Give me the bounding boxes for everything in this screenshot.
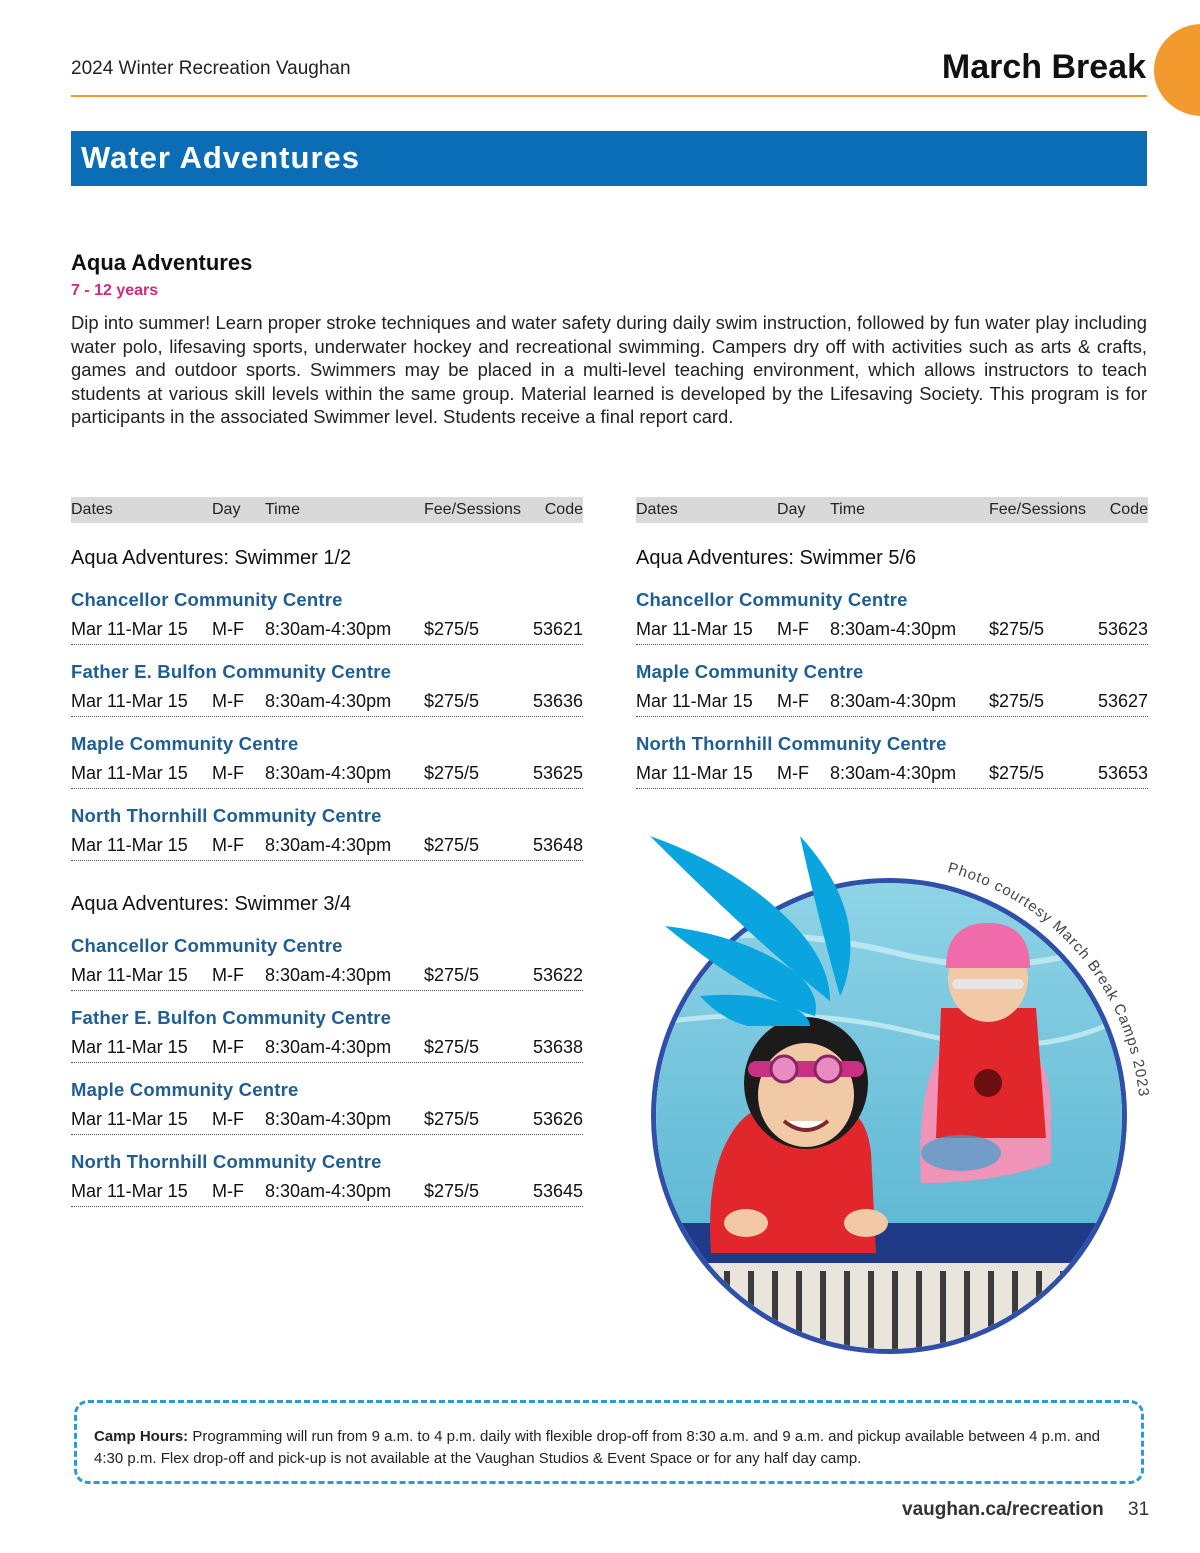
row-code: 53645 bbox=[532, 1181, 583, 1201]
schedule-section-title: Aqua Adventures: Swimmer 5/6 bbox=[636, 547, 917, 569]
header-fee: Fee/Sessions bbox=[989, 501, 1086, 518]
publication-title: 2024 Winter Recreation Vaughan bbox=[71, 58, 351, 79]
location-name: Chancellor Community Centre bbox=[71, 935, 343, 956]
location-name: Chancellor Community Centre bbox=[636, 589, 908, 610]
row-code: 53648 bbox=[532, 835, 583, 855]
location-name: Maple Community Centre bbox=[71, 1079, 299, 1100]
orange-tab-decoration bbox=[1154, 24, 1200, 116]
schedule-column-left bbox=[71, 497, 583, 1207]
row-day: M-F bbox=[777, 619, 809, 639]
row-fee: $275/5 bbox=[424, 619, 480, 639]
table-row bbox=[636, 618, 1148, 645]
page-number: 31 bbox=[1128, 1499, 1150, 1520]
location-name: Father E. Bulfon Community Centre bbox=[71, 1007, 392, 1028]
row-fee: $275/5 bbox=[424, 1037, 480, 1057]
row-dates: Mar 11-Mar 15 bbox=[71, 1037, 188, 1057]
row-code: 53626 bbox=[532, 1109, 583, 1129]
schedule-section-title: Aqua Adventures: Swimmer 3/4 bbox=[71, 893, 352, 915]
location-name: North Thornhill Community Centre bbox=[636, 733, 947, 754]
row-code: 53622 bbox=[532, 965, 583, 985]
row-day: M-F bbox=[212, 1109, 244, 1129]
row-code: 53638 bbox=[532, 1037, 583, 1057]
row-dates: Mar 11-Mar 15 bbox=[71, 965, 188, 985]
row-time: 8:30am-4:30pm bbox=[830, 691, 957, 711]
row-day: M-F bbox=[212, 965, 244, 985]
header-divider bbox=[71, 95, 1147, 97]
row-fee: $275/5 bbox=[424, 691, 480, 711]
location-name: North Thornhill Community Centre bbox=[71, 1151, 382, 1172]
program-title: Aqua Adventures bbox=[71, 250, 253, 275]
row-time: 8:30am-4:30pm bbox=[265, 1181, 392, 1201]
row-day: M-F bbox=[777, 763, 809, 783]
row-day: M-F bbox=[212, 835, 244, 855]
schedule-body-right bbox=[636, 547, 1148, 789]
location-name: Chancellor Community Centre bbox=[71, 589, 343, 610]
row-fee: $275/5 bbox=[424, 835, 480, 855]
row-fee: $275/5 bbox=[989, 763, 1045, 783]
row-dates: Mar 11-Mar 15 bbox=[71, 835, 188, 855]
row-dates: Mar 11-Mar 15 bbox=[71, 619, 188, 639]
section-title: March Break bbox=[941, 48, 1146, 86]
row-fee: $275/5 bbox=[989, 691, 1045, 711]
row-day: M-F bbox=[212, 619, 244, 639]
row-dates: Mar 11-Mar 15 bbox=[636, 619, 753, 639]
header-time: Time bbox=[830, 501, 865, 518]
row-time: 8:30am-4:30pm bbox=[265, 1109, 392, 1129]
location-name: Father E. Bulfon Community Centre bbox=[71, 661, 392, 682]
table-row bbox=[71, 1180, 583, 1207]
row-fee: $275/5 bbox=[424, 1109, 480, 1129]
table-row bbox=[71, 690, 583, 717]
row-dates: Mar 11-Mar 15 bbox=[71, 763, 188, 783]
row-code: 53636 bbox=[532, 691, 583, 711]
table-row bbox=[71, 618, 583, 645]
camp-hours-text bbox=[94, 1426, 1129, 1469]
row-code: 53627 bbox=[1097, 691, 1148, 711]
header-day: Day bbox=[212, 501, 241, 518]
row-time: 8:30am-4:30pm bbox=[830, 763, 957, 783]
header-code: Code bbox=[1109, 501, 1148, 518]
header-code: Code bbox=[544, 501, 583, 518]
row-day: M-F bbox=[212, 691, 244, 711]
row-code: 53625 bbox=[532, 763, 583, 783]
table-header bbox=[636, 497, 1148, 523]
location-name: Maple Community Centre bbox=[636, 661, 864, 682]
schedule-column-right bbox=[636, 497, 1148, 789]
schedule-body-left bbox=[71, 547, 583, 1207]
age-range: 7 - 12 years bbox=[71, 282, 159, 299]
table-row bbox=[71, 964, 583, 991]
table-row bbox=[71, 1036, 583, 1063]
row-dates: Mar 11-Mar 15 bbox=[71, 691, 188, 711]
header-fee: Fee/Sessions bbox=[424, 501, 521, 518]
header-day: Day bbox=[777, 501, 806, 518]
row-time: 8:30am-4:30pm bbox=[265, 691, 392, 711]
camp-hours-body: Programming will run from 9 a.m. to 4 p.m. daily with flexible drop-off from 8:30 a.m. and 9 a.m. and pickup available between 4 p.m. and 4:30 p.m. Flex drop-off and pick-up is not available at the Vaughan Studios & Event Space or for any half day camp. bbox=[94, 1428, 1101, 1467]
category-banner bbox=[71, 131, 1147, 186]
table-row bbox=[636, 762, 1148, 789]
camp-hours-notice bbox=[74, 1400, 1144, 1484]
banner-title: Water Adventures bbox=[81, 140, 360, 175]
table-row bbox=[71, 1108, 583, 1135]
table-row bbox=[71, 834, 583, 861]
location-name: North Thornhill Community Centre bbox=[71, 805, 382, 826]
row-code: 53623 bbox=[1097, 619, 1148, 639]
row-fee: $275/5 bbox=[424, 763, 480, 783]
row-time: 8:30am-4:30pm bbox=[265, 619, 392, 639]
row-dates: Mar 11-Mar 15 bbox=[636, 763, 753, 783]
camp-hours-label: Camp Hours: bbox=[94, 1428, 189, 1445]
row-time: 8:30am-4:30pm bbox=[265, 965, 392, 985]
schedule-section-title: Aqua Adventures: Swimmer 1/2 bbox=[71, 547, 352, 569]
header-dates: Dates bbox=[636, 501, 678, 518]
table-row bbox=[636, 690, 1148, 717]
row-time: 8:30am-4:30pm bbox=[265, 763, 392, 783]
table-row bbox=[71, 762, 583, 789]
row-fee: $275/5 bbox=[424, 965, 480, 985]
row-fee: $275/5 bbox=[424, 1181, 480, 1201]
row-time: 8:30am-4:30pm bbox=[265, 1037, 392, 1057]
table-header bbox=[71, 497, 583, 523]
row-code: 53653 bbox=[1097, 763, 1148, 783]
photo-credit-text: Photo courtesy March Break Camps 2023 bbox=[945, 859, 1153, 1099]
row-dates: Mar 11-Mar 15 bbox=[71, 1109, 188, 1129]
header-dates: Dates bbox=[71, 501, 113, 518]
header-time: Time bbox=[265, 501, 300, 518]
location-name: Maple Community Centre bbox=[71, 733, 299, 754]
row-code: 53621 bbox=[532, 619, 583, 639]
row-day: M-F bbox=[212, 763, 244, 783]
row-dates: Mar 11-Mar 15 bbox=[71, 1181, 188, 1201]
row-time: 8:30am-4:30pm bbox=[265, 835, 392, 855]
program-description: Dip into summer! Learn proper stroke techniques and water safety during daily swim instruction, followed by fun water play including water polo, lifesaving sports, underwater hockey and recreational swimming. Campers dry off with activities such as arts & crafts, games and outdoor sports. Swimmers may be placed in a multi-level teaching environment, which allows instructors to teach students at various skill levels within the same group. Material learned is developed by the Lifesaving Society. This program is for participants in the associated Swimmer level. Students receive a final report card. bbox=[71, 312, 1147, 427]
row-dates: Mar 11-Mar 15 bbox=[636, 691, 753, 711]
footer-url[interactable]: vaughan.ca/recreation bbox=[902, 1499, 1104, 1520]
row-day: M-F bbox=[212, 1181, 244, 1201]
row-day: M-F bbox=[777, 691, 809, 711]
row-fee: $275/5 bbox=[989, 619, 1045, 639]
row-time: 8:30am-4:30pm bbox=[830, 619, 957, 639]
row-day: M-F bbox=[212, 1037, 244, 1057]
water-splash-decoration bbox=[640, 826, 860, 1026]
